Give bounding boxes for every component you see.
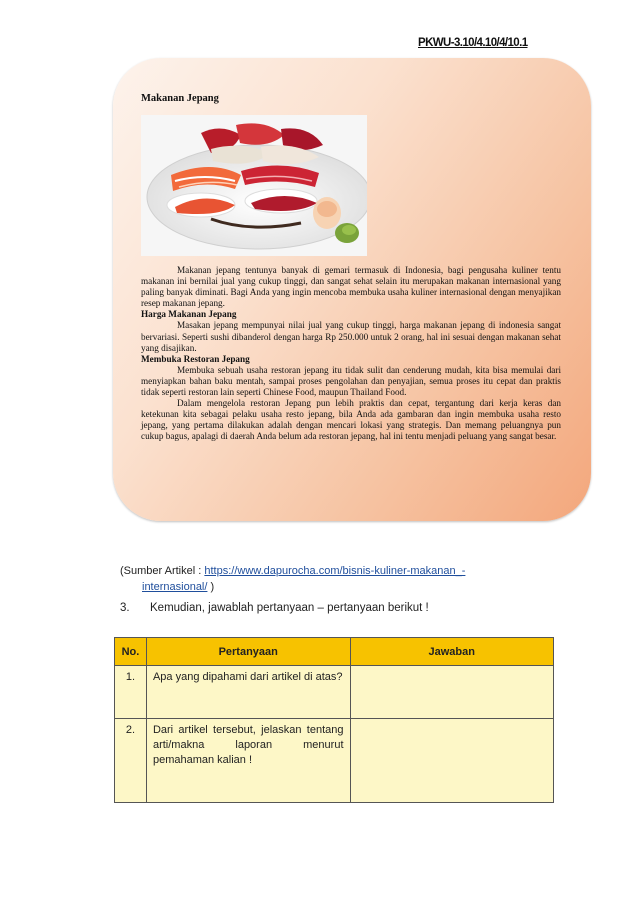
table-row — [115, 719, 554, 803]
sushi-platter-image — [141, 115, 367, 256]
source-link[interactable]: https://www.dapurocha.com/bisnis-kuliner-makanan_- — [204, 565, 466, 577]
document-code: PKWU-3.10/4.10/4/10.1 — [418, 37, 528, 49]
row-question: Apa yang dipahami dari artikel di atas? — [146, 666, 350, 719]
row-number: 1. — [115, 666, 147, 719]
source-prefix: (Sumber Artikel : — [120, 565, 205, 577]
header-answer: Jawaban — [350, 638, 554, 666]
source-link-continued[interactable]: internasional/ — [142, 581, 208, 593]
sushi-photo — [141, 115, 367, 256]
table-row — [115, 666, 554, 719]
article-subheading: Harga Makanan Jepang — [141, 309, 237, 320]
question-table — [114, 637, 554, 803]
source-citation — [120, 563, 530, 595]
article-paragraph: Makanan jepang tentunya banyak di gemari termasuk di Indonesia, bagi pengusaha kuliner tentu makanan ini bernilai jual yang cukup tinggi, dan sangat sehat selain itu merupakan makanan internasional yang paling banyak diminati. Bagi Anda yang ingin mencoba membuka usaha kuliner internasional dengan menyajikan resep makanan jepang. — [141, 265, 561, 309]
answer-cell[interactable] — [350, 719, 554, 803]
header-question: Pertanyaan — [146, 638, 350, 666]
question-instruction — [120, 602, 429, 614]
article-paragraph: Dalam mengelola restoran Jepang pun lebih praktis dan cepat, tergantung dari kerja keras dan ketekunan kita sebagai pelaku usaha resto jepang, bila Anda ada gambaran dan ingin membuka usaha resto jepang, yang pertama dilakukan adalah dengan mencari lokasi yang strategis. Dan memang peluangnya pun cukup bagus, apalagi di daerah Anda belum ada restoran jepang, hal ini tentu menjadi peluang yang sangat besar. — [141, 398, 561, 442]
article-paragraph: Masakan jepang mempunyai nilai jual yang cukup tinggi, harga makanan jepang di indonesia sangat bervariasi. Seperti sushi dibanderol dengan harga Rp 250.000 untuk 2 orang, hal ini sesuai dengan makanan sehat yang disajikan. — [141, 320, 561, 353]
question-number: 3. — [120, 602, 130, 614]
article-subheading: Membuka Restoran Jepang — [141, 353, 250, 364]
card-title: Makanan Jepang — [141, 93, 219, 104]
row-question: Dari artikel tersebut, jelaskan tentang arti/makna laporan menurut pemahaman kalian ! — [146, 719, 350, 803]
answer-cell[interactable] — [350, 666, 554, 719]
source-suffix: ) — [207, 581, 215, 593]
header-no: No. — [115, 638, 147, 666]
article-text — [141, 265, 561, 443]
table-header-row — [115, 638, 554, 666]
question-text: Kemudian, jawablah pertanyaan – pertanyaan berikut ! — [150, 602, 429, 614]
row-number: 2. — [115, 719, 147, 803]
article-paragraph: Membuka sebuah usaha restoran jepang itu tidak sulit dan cenderung mudah, kita bisa memulai dari menyiapkan bahan baku mentah, sampai proses pengolahan dan penyajian, semua proses itu cepat dan praktis tidak seperti restoran lain seperti Chinese Food, maupun Thailand Food. — [141, 364, 561, 398]
